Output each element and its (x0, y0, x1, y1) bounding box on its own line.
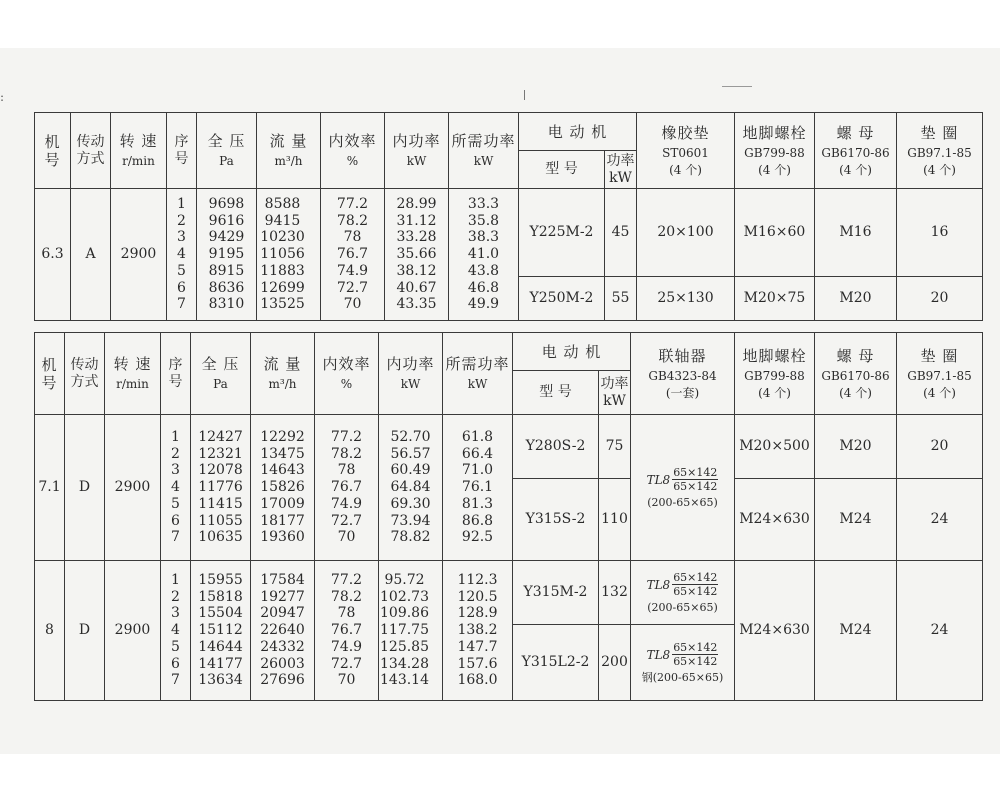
bolt-7-1-b: M24×630 (735, 479, 815, 561)
header-seq: 序 号 (161, 333, 191, 415)
drive-mode-7-1: D (65, 415, 105, 561)
header-coupling-std: GB4323-84 (648, 368, 717, 383)
nut-6-3-b: M20 (815, 277, 897, 321)
header-nut-label: 螺 母 (836, 346, 875, 365)
drive-mode-6-3: A (71, 189, 111, 321)
header-internal-power-unit: kW (406, 154, 427, 169)
nut-8: M24 (815, 561, 897, 701)
header-coupling-label: 联轴器 (658, 346, 707, 365)
header-internal-eff-label: 内效率 (322, 355, 371, 374)
pressure-list-8: 15955 15818 15504 15112 14644 14177 13634 (191, 561, 251, 701)
coupling-note-8-a: (200-65×65) (647, 600, 718, 614)
header-motor-power-unit: kW (603, 392, 626, 409)
bolt-6-3-a: M16×60 (735, 189, 815, 277)
header-internal-eff-label: 内效率 (328, 132, 377, 151)
req-power-list-8: 112.3 120.5 128.9 138.2 147.7 157.6 168.0 (443, 561, 513, 701)
header-bolt-std: GB799-88 (744, 368, 805, 383)
header-internal-eff (321, 113, 385, 189)
coupling-7-1 (631, 415, 735, 561)
fan-spec-table-6-3 (34, 112, 983, 321)
header-internal-eff-unit: % (340, 377, 353, 392)
header-motor-power-unit: kW (609, 169, 632, 186)
coupling-fraction-8-a (672, 571, 718, 598)
washer-6-3-b: 20 (897, 277, 983, 321)
header-nut-qty: (4 个) (839, 162, 872, 177)
header-flow-label: 流 量 (263, 355, 302, 374)
speed-7-1: 2900 (105, 415, 161, 561)
washer-6-3-a: 16 (897, 189, 983, 277)
pad-6-3-b: 25×130 (637, 277, 735, 321)
coupling-fraction-8-b (672, 641, 718, 668)
header-required-power (449, 113, 519, 189)
header-bolt-qty: (4 个) (758, 385, 791, 400)
header-motor: 电 动 机 (519, 113, 637, 151)
header-speed-unit: r/min (122, 154, 155, 169)
header-pad-label: 橡胶垫 (661, 123, 710, 142)
motor-model-6-3-a: Y225M-2 (519, 189, 605, 277)
coupling-prefix-7-1: TL8 (646, 472, 671, 487)
header-machine-no: 机 号 (35, 333, 65, 415)
page-tick-mark (524, 90, 525, 100)
header-bolt (735, 113, 815, 189)
speed-6-3: 2900 (111, 189, 167, 321)
int-power-list-8: 95.72 102.73 109.86 117.75 125.85 134.28 143.14 (379, 561, 443, 701)
nut-7-1-a: M20 (815, 415, 897, 479)
coupling-fraction-7-1 (672, 466, 718, 493)
header-coupling (631, 333, 735, 415)
motor-model-8-b: Y315L2-2 (513, 625, 599, 701)
header-total-pressure-unit: Pa (213, 377, 228, 392)
header-flow-unit: m³/h (268, 377, 297, 392)
eff-list-7-1: 77.2 78.2 78 76.7 74.9 72.7 70 (315, 415, 379, 561)
header-internal-eff-unit: % (346, 154, 359, 169)
header-drive-mode: 传动 方式 (65, 333, 105, 415)
seq-list-8: 1 2 3 4 5 6 7 (161, 561, 191, 701)
header-required-power-unit: kW (467, 377, 488, 392)
pad-6-3-a: 20×100 (637, 189, 735, 277)
header-bolt-qty: (4 个) (758, 162, 791, 177)
coupling-8-a (631, 561, 735, 625)
washer-8: 24 (897, 561, 983, 701)
header-motor-model: 型 号 (519, 151, 605, 189)
header-pad-qty: (4 个) (669, 162, 702, 177)
coupling-note-7-1: (200-65×65) (647, 495, 718, 509)
header-flow-label: 流 量 (269, 132, 308, 151)
header-internal-power (385, 113, 449, 189)
header-nut (815, 113, 897, 189)
header-total-pressure (197, 113, 257, 189)
motor-power-6-3-a: 45 (605, 189, 637, 277)
flow-list-6-3: 8588 9415 10230 11056 11883 12699 13525 (257, 189, 321, 321)
motor-power-8-b: 200 (599, 625, 631, 701)
header-seq: 序 号 (167, 113, 197, 189)
header-required-power (443, 333, 513, 415)
pressure-list-6-3: 9698 9616 9429 9195 8915 8636 8310 (197, 189, 257, 321)
req-power-list-7-1: 61.8 66.4 71.0 76.1 81.3 86.8 92.5 (443, 415, 513, 561)
motor-power-6-3-b: 55 (605, 277, 637, 321)
header-bolt (735, 333, 815, 415)
header-bolt-label: 地脚螺栓 (742, 123, 807, 142)
header-nut-qty: (4 个) (839, 385, 872, 400)
flow-list-8: 17584 19277 20947 22640 24332 26003 27696 (251, 561, 315, 701)
header-speed (105, 333, 161, 415)
header-nut (815, 333, 897, 415)
coupling-denominator-7-1: 65×142 (673, 480, 718, 494)
coupling-8-b (631, 625, 735, 701)
washer-7-1-b: 24 (897, 479, 983, 561)
motor-model-8-a: Y315M-2 (513, 561, 599, 625)
header-internal-eff (315, 333, 379, 415)
header-washer-label: 垫 圈 (920, 123, 959, 142)
header-speed (111, 113, 167, 189)
header-washer-std: GB97.1-85 (907, 145, 972, 160)
coupling-numerator-8-b: 65×142 (673, 641, 718, 655)
header-washer-qty: (4 个) (923, 385, 956, 400)
req-power-list-6-3: 33.3 35.8 38.3 41.0 43.8 46.8 49.9 (449, 189, 519, 321)
int-power-list-6-3: 28.99 31.12 33.28 35.66 38.12 40.67 43.35 (385, 189, 449, 321)
header-pad-std: ST0601 (662, 145, 709, 160)
header-speed-unit: r/min (116, 377, 149, 392)
page-edge-mark: : (0, 90, 5, 104)
washer-7-1-a: 20 (897, 415, 983, 479)
header-flow-unit: m³/h (274, 154, 303, 169)
header-total-pressure (191, 333, 251, 415)
int-power-list-7-1: 52.70 56.57 60.49 64.84 69.30 73.94 78.82 (379, 415, 443, 561)
machine-no-6-3: 6.3 (35, 189, 71, 321)
pressure-list-7-1: 12427 12321 12078 11776 11415 11055 10635 (191, 415, 251, 561)
header-nut-std: GB6170-86 (821, 145, 890, 160)
speed-8: 2900 (105, 561, 161, 701)
coupling-denominator-8-b: 65×142 (673, 655, 718, 669)
header-bolt-label: 地脚螺栓 (742, 346, 807, 365)
header-required-power-unit: kW (473, 154, 494, 169)
motor-power-8-a: 132 (599, 561, 631, 625)
coupling-note-8-b: 钢(200-65×65) (641, 670, 724, 684)
header-washer-label: 垫 圈 (920, 346, 959, 365)
header-pad (637, 113, 735, 189)
header-speed-label: 转 速 (119, 132, 158, 151)
coupling-numerator-8-a: 65×142 (673, 571, 718, 585)
header-motor-power-label: 功率 (600, 375, 629, 392)
header-nut-label: 螺 母 (836, 123, 875, 142)
drive-mode-8: D (65, 561, 105, 701)
coupling-prefix-8-a: TL8 (646, 577, 671, 592)
nut-6-3-a: M16 (815, 189, 897, 277)
fan-spec-table-7-1-8 (34, 332, 983, 701)
coupling-prefix-8-b: TL8 (646, 647, 671, 662)
eff-list-8: 77.2 78.2 78 76.7 74.9 72.7 70 (315, 561, 379, 701)
coupling-formula-7-1 (647, 466, 719, 493)
coupling-numerator-7-1: 65×142 (673, 466, 718, 480)
seq-list-7-1: 1 2 3 4 5 6 7 (161, 415, 191, 561)
header-required-power-label: 所需功率 (445, 355, 510, 374)
motor-power-7-1-b: 110 (599, 479, 631, 561)
header-total-pressure-label: 全 压 (201, 355, 240, 374)
header-bolt-std: GB799-88 (744, 145, 805, 160)
machine-no-8: 8 (35, 561, 65, 701)
header-washer (897, 333, 983, 415)
motor-model-7-1-a: Y280S-2 (513, 415, 599, 479)
coupling-denominator-8-a: 65×142 (673, 585, 718, 599)
bolt-7-1-a: M20×500 (735, 415, 815, 479)
header-internal-power-unit: kW (400, 377, 421, 392)
motor-model-7-1-b: Y315S-2 (513, 479, 599, 561)
header-washer-std: GB97.1-85 (907, 368, 972, 383)
header-internal-power (379, 333, 443, 415)
header-motor-model: 型 号 (513, 371, 599, 415)
header-motor-power-label: 功率 (606, 152, 635, 169)
header-internal-power-label: 内功率 (392, 132, 441, 151)
header-total-pressure-label: 全 压 (207, 132, 246, 151)
header-washer-qty: (4 个) (923, 162, 956, 177)
header-motor-power (599, 371, 631, 415)
header-motor: 电 动 机 (513, 333, 631, 371)
header-required-power-label: 所需功率 (451, 132, 516, 151)
nut-7-1-b: M24 (815, 479, 897, 561)
seq-list-6-3: 1 2 3 4 5 6 7 (167, 189, 197, 321)
header-speed-label: 转 速 (113, 355, 152, 374)
motor-model-6-3-b: Y250M-2 (519, 277, 605, 321)
header-drive-mode: 传动 方式 (71, 113, 111, 189)
coupling-formula-8-b (647, 641, 719, 668)
header-total-pressure-unit: Pa (219, 154, 234, 169)
header-washer (897, 113, 983, 189)
flow-list-7-1: 12292 13475 14643 15826 17009 18177 19360 (251, 415, 315, 561)
bolt-8: M24×630 (735, 561, 815, 701)
machine-no-7-1: 7.1 (35, 415, 65, 561)
coupling-formula-8-a (647, 571, 719, 598)
header-internal-power-label: 内功率 (386, 355, 435, 374)
header-flow (251, 333, 315, 415)
header-motor-power (605, 151, 637, 189)
header-coupling-qty: (一套) (665, 385, 700, 400)
eff-list-6-3: 77.2 78.2 78 76.7 74.9 72.7 70 (321, 189, 385, 321)
motor-power-7-1-a: 75 (599, 415, 631, 479)
page-dash-mark (722, 86, 752, 87)
bolt-6-3-b: M20×75 (735, 277, 815, 321)
header-nut-std: GB6170-86 (821, 368, 890, 383)
header-flow (257, 113, 321, 189)
header-machine-no: 机 号 (35, 113, 71, 189)
